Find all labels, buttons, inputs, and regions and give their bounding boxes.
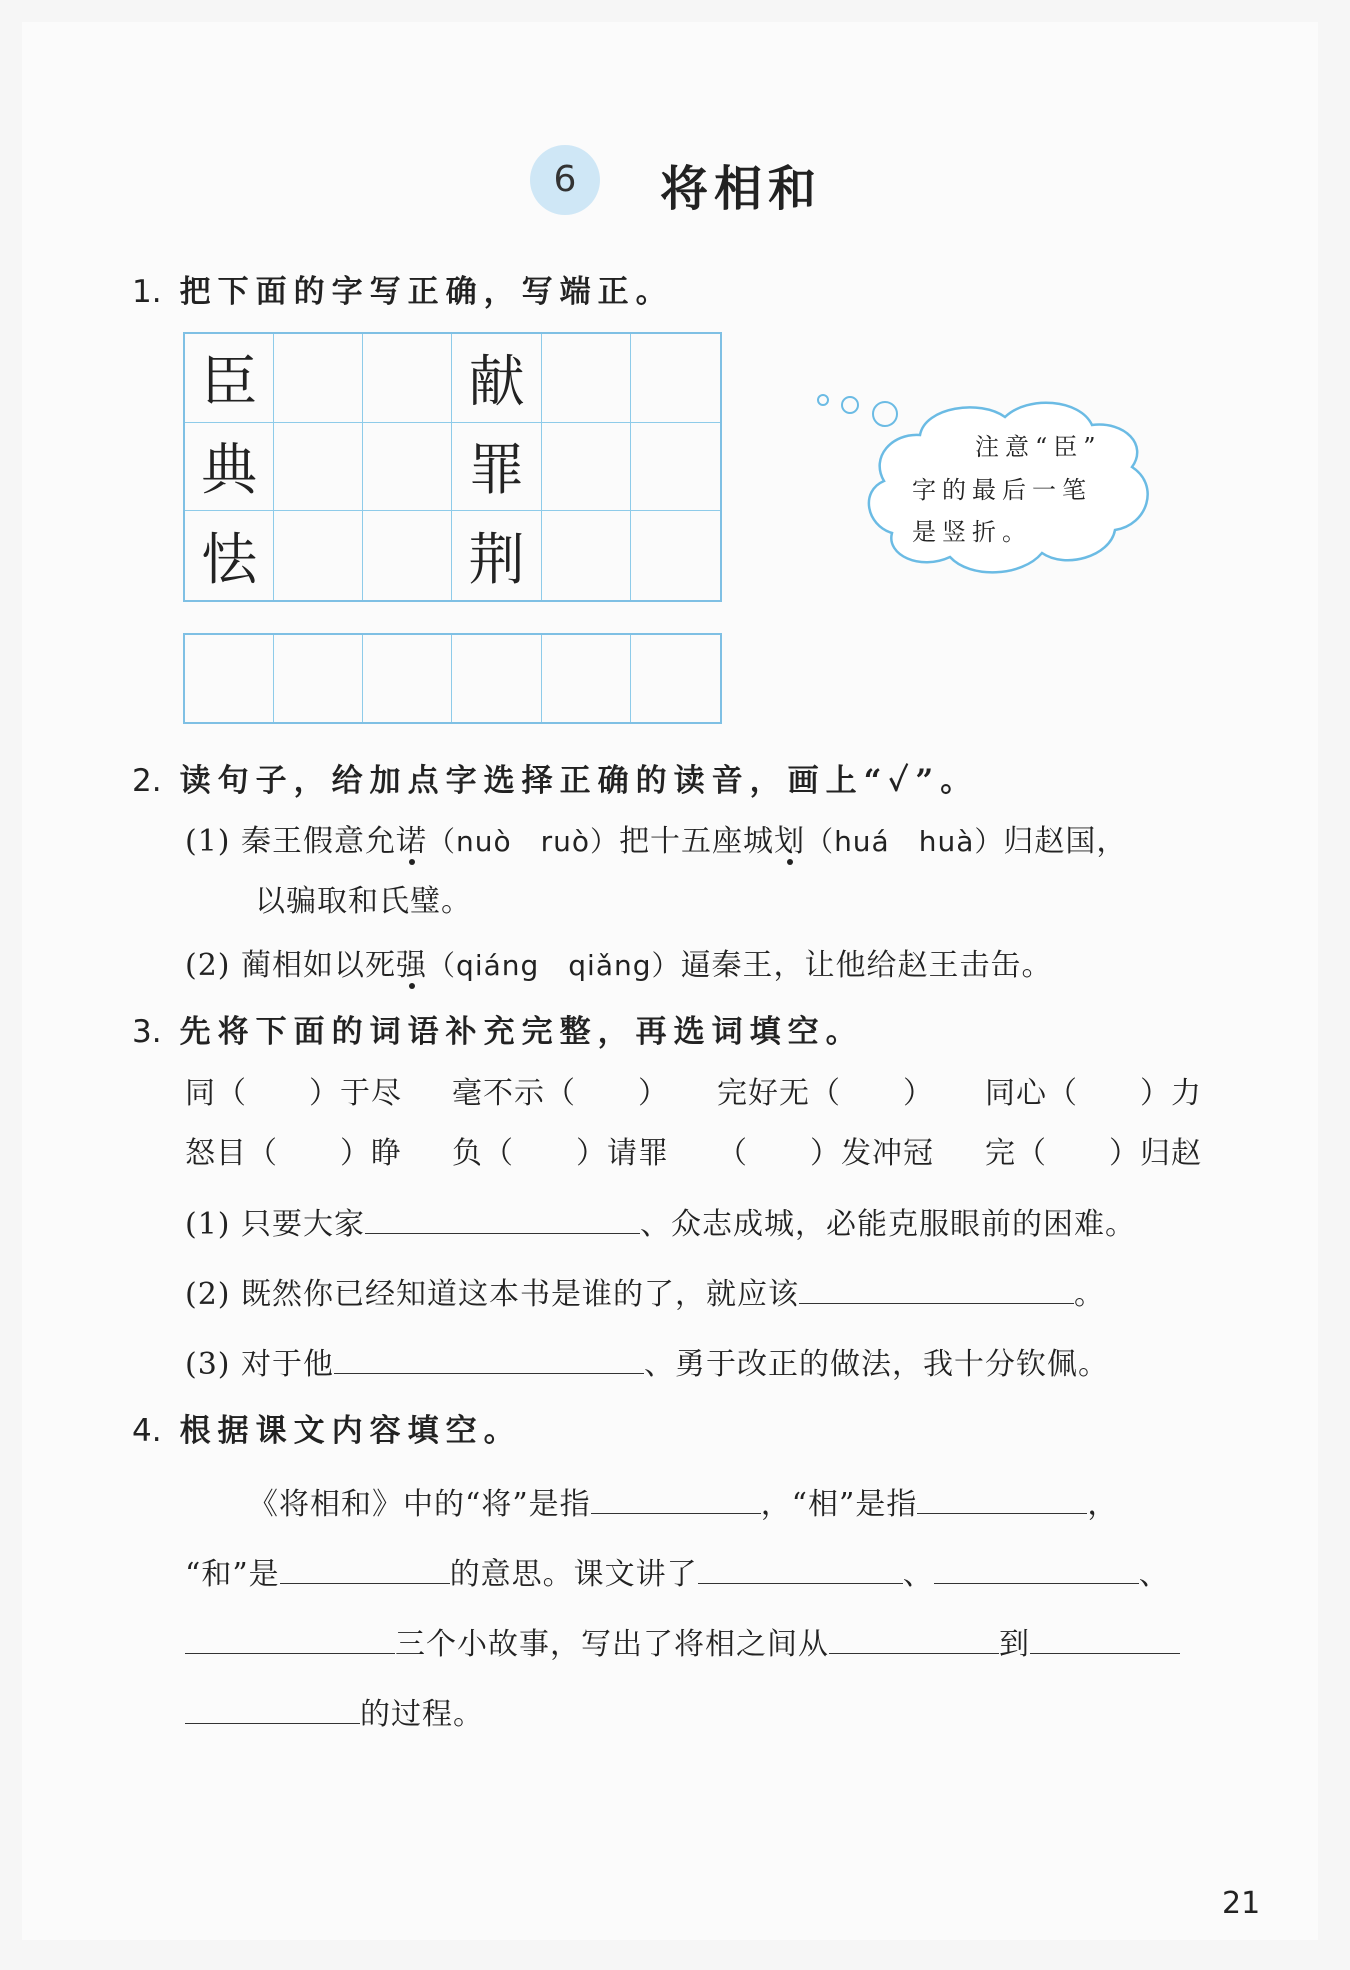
grid-cell-blank[interactable] <box>631 635 720 722</box>
q3-heading <box>132 1006 864 1051</box>
grid-cell-blank[interactable] <box>542 635 631 722</box>
q3-s3-blank[interactable] <box>334 1343 644 1374</box>
grid-cell: 怯 <box>185 511 274 600</box>
grid-cell[interactable] <box>542 423 631 512</box>
q4-p1a: 《将相和》中的“将”是指 <box>248 1487 591 1522</box>
grid-cell-blank[interactable] <box>363 635 452 722</box>
q3-s3-label: (3) <box>185 1347 231 1382</box>
grid-cell[interactable] <box>631 423 720 512</box>
bubble-dot-large <box>873 402 897 426</box>
q2-instruction: 读句子，给加点字选择正确的读音，画上“✓”。 <box>179 763 979 799</box>
q3-s2-blank[interactable] <box>799 1273 1074 1304</box>
tip-line-1: 注意“臣” <box>975 433 1102 461</box>
q4-number: 4. <box>132 1413 162 1449</box>
tip-line-2: 字的最后一笔 <box>912 476 1092 504</box>
q4-blank-to-cont[interactable] <box>185 1693 360 1724</box>
q4-blank-from[interactable] <box>829 1623 999 1654</box>
q3-sentence-3 <box>185 1339 1109 1383</box>
q3-s2-before: 既然你已经知道这本书是谁的了，就应该 <box>241 1277 800 1312</box>
q3-word-4[interactable]: 同心（ ）力 <box>985 1076 1202 1111</box>
q4-p4a: 的过程。 <box>360 1697 484 1732</box>
q3-word-5[interactable]: 怒目（ ）睁 <box>185 1136 402 1171</box>
writing-grid-blank <box>183 633 722 724</box>
pinyin-choice-nuo[interactable]: （nuò ruò） <box>427 825 620 858</box>
q4-p3a: 三个小故事，写出了将相之间从 <box>395 1627 829 1662</box>
writing-grid <box>183 332 722 602</box>
grid-cell: 典 <box>185 423 274 512</box>
q4-p1c: ， <box>1087 1487 1119 1522</box>
q3-s2-label: (2) <box>185 1277 231 1312</box>
grid-cell: 臣 <box>185 334 274 423</box>
q4-p2c: 、 <box>902 1557 934 1592</box>
grid-cell[interactable] <box>363 334 452 423</box>
q3-word-7[interactable]: （ ）发冲冠 <box>717 1136 934 1171</box>
q4-heading <box>132 1405 522 1450</box>
q2-sentence-1 <box>185 816 1127 860</box>
q4-instruction: 根据课文内容填空。 <box>179 1413 522 1449</box>
lesson-number: 6 <box>553 159 577 200</box>
q4-blank-to[interactable] <box>1030 1623 1180 1654</box>
q4-blank-he[interactable] <box>280 1553 450 1584</box>
grid-cell-blank[interactable] <box>185 635 274 722</box>
q3-word-6[interactable]: 负（ ）请罪 <box>452 1136 669 1171</box>
q3-word-2[interactable]: 毫不示（ ） <box>452 1076 669 1111</box>
grid-cell-blank[interactable] <box>452 635 541 722</box>
q3-s3-before: 对于他 <box>241 1347 335 1382</box>
q1-number: 1. <box>132 274 162 310</box>
grid-cell[interactable] <box>542 511 631 600</box>
q4-blank-story-3[interactable] <box>185 1623 395 1654</box>
page-number: 21 <box>1222 1886 1261 1921</box>
dotted-char-nuo: 诺 <box>396 824 428 859</box>
q4-p2d: 、 <box>1138 1557 1170 1592</box>
q2-s2-label: (2) <box>185 948 231 983</box>
q4-blank-story-2[interactable] <box>934 1553 1139 1584</box>
tip-line-3: 是竖折。 <box>912 518 1032 546</box>
q3-word-3[interactable]: 完好无（ ） <box>717 1076 934 1111</box>
q3-number: 3. <box>132 1014 162 1050</box>
grid-cell[interactable] <box>274 334 363 423</box>
grid-cell[interactable] <box>631 511 720 600</box>
q2-heading <box>132 755 978 800</box>
grid-cell[interactable] <box>274 511 363 600</box>
q3-s1-blank[interactable] <box>365 1203 640 1234</box>
grid-cell: 献 <box>452 334 541 423</box>
dotted-char-hua: 划 <box>774 824 806 859</box>
grid-cell-blank[interactable] <box>274 635 363 722</box>
q2-s1-text-3: 归赵国， <box>1003 824 1128 859</box>
q3-s1-after: 、众志成城，必能克服眼前的困难。 <box>640 1207 1137 1242</box>
q4-p2a: “和”是 <box>185 1557 280 1592</box>
q3-s2-after: 。 <box>1074 1277 1106 1312</box>
q4-p1b: ，“相”是指 <box>760 1487 918 1522</box>
q3-s1-label: (1) <box>185 1207 231 1242</box>
q2-s1-label: (1) <box>185 824 231 859</box>
q2-s2-text-2: 逼秦王，让他给赵王击缶。 <box>680 948 1053 983</box>
q1-heading <box>132 266 674 311</box>
grid-cell: 荆 <box>452 511 541 600</box>
bubble-dot-medium <box>842 397 858 413</box>
pinyin-choice-hua[interactable]: （huá huà） <box>805 825 1004 858</box>
q4-blank-jiang[interactable] <box>591 1483 761 1514</box>
q3-word-8[interactable]: 完（ ）归赵 <box>985 1136 1202 1171</box>
q3-sentence-2 <box>185 1269 1105 1313</box>
grid-cell[interactable] <box>363 511 452 600</box>
q2-number: 2. <box>132 763 162 799</box>
dotted-char-qiang: 强 <box>396 948 428 983</box>
q2-s2-text-1: 蔺相如以死 <box>241 948 397 983</box>
q2-sentence-1-line-2: 以骗取和氏璧。 <box>255 884 472 919</box>
grid-cell[interactable] <box>363 423 452 512</box>
lesson-title: 将相和 <box>660 161 823 217</box>
q2-s1-text-1: 秦王假意允 <box>241 824 397 859</box>
q3-s3-after: 、勇于改正的做法，我十分钦佩。 <box>644 1347 1110 1382</box>
q4-line-4 <box>185 1689 484 1733</box>
grid-cell[interactable] <box>274 423 363 512</box>
q4-blank-story-1[interactable] <box>698 1553 903 1584</box>
q4-line-2 <box>185 1549 1170 1593</box>
grid-cell[interactable] <box>542 334 631 423</box>
q4-p2b: 的意思。课文讲了 <box>449 1557 698 1592</box>
q3-instruction: 先将下面的词语补充完整，再选词填空。 <box>179 1014 864 1050</box>
q1-instruction: 把下面的字写正确，写端正。 <box>179 274 674 310</box>
q4-p3b: 到 <box>999 1627 1030 1662</box>
pinyin-choice-qiang[interactable]: （qiáng qiǎng） <box>427 949 681 982</box>
q3-sentence-1 <box>185 1199 1136 1243</box>
q4-blank-xiang[interactable] <box>917 1483 1087 1514</box>
q4-line-1 <box>248 1479 1118 1523</box>
q4-line-3 <box>185 1619 1180 1663</box>
bubble-dot-small <box>818 395 828 405</box>
grid-cell[interactable] <box>631 334 720 423</box>
q2-sentence-2 <box>185 940 1053 984</box>
q3-word-1[interactable]: 同（ ）于尽 <box>185 1076 402 1111</box>
q3-s1-before: 只要大家 <box>241 1207 366 1242</box>
grid-cell: 罪 <box>452 423 541 512</box>
q2-s1-text-2: 把十五座城 <box>619 824 775 859</box>
